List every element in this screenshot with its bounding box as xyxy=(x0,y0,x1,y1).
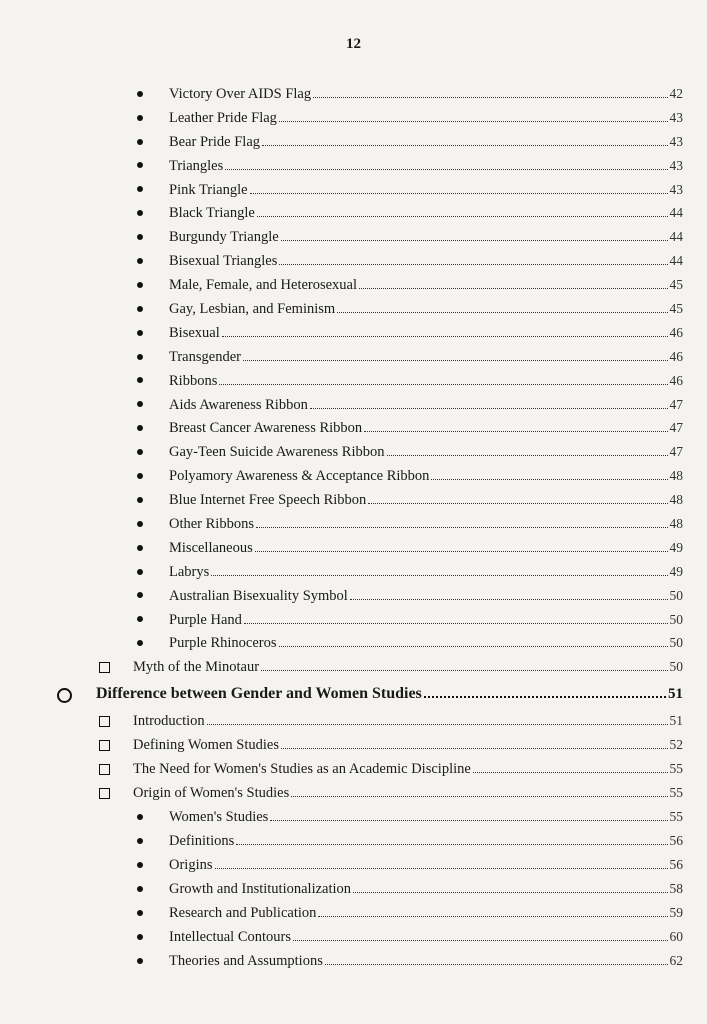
toc-entry-line xyxy=(133,757,683,781)
toc-entry xyxy=(0,512,707,536)
toc-entry-line xyxy=(169,488,683,512)
toc-entry-page: 50 xyxy=(669,635,683,651)
toc-entry-title: The Need for Women's Studies as an Academic Discipline xyxy=(133,761,471,778)
toc-entry-line xyxy=(169,949,683,973)
dot-leader xyxy=(473,758,668,773)
toc-entry-title: Pink Triangle xyxy=(169,181,248,198)
toc-entry xyxy=(0,536,707,560)
toc-entry-title: Introduction xyxy=(133,713,205,730)
toc-entry-page: 47 xyxy=(669,444,683,460)
bullet-icon xyxy=(132,464,148,488)
toc-entry-title: Gay, Lesbian, and Feminism xyxy=(169,301,336,318)
toc-entry-title: Male, Female, and Heterosexual xyxy=(169,277,358,294)
bullet-icon xyxy=(132,536,148,560)
toc-entry-title: Theories and Assumptions xyxy=(169,952,323,969)
dot-leader xyxy=(279,250,667,265)
toc-entry-page: 50 xyxy=(669,659,683,675)
bullet-icon xyxy=(132,297,148,321)
dot-leader xyxy=(325,950,668,965)
toc-entry-line xyxy=(169,536,683,560)
dot-leader xyxy=(431,465,667,480)
toc-entry-page: 58 xyxy=(669,881,683,897)
toc-entry-title: Polyamory Awareness & Acceptance Ribbon xyxy=(169,468,430,485)
toc-entry-title: Black Triangle xyxy=(169,205,255,222)
toc-entry-title: Blue Internet Free Speech Ribbon xyxy=(169,492,367,509)
toc-entry xyxy=(0,805,707,829)
circle-bullet-icon xyxy=(56,679,72,709)
dot-leader xyxy=(364,417,667,432)
toc-entry-page: 44 xyxy=(669,253,683,269)
toc-entry-line xyxy=(133,655,683,679)
toc-entry xyxy=(0,757,707,781)
toc-entry xyxy=(0,225,707,249)
toc-entry-line xyxy=(169,560,683,584)
bullet-icon xyxy=(132,877,148,901)
toc-entry xyxy=(0,201,707,225)
square-bullet-icon xyxy=(96,655,112,679)
toc-entry-page: 59 xyxy=(669,904,683,920)
bullet-icon xyxy=(132,512,148,536)
toc-entry-page: 55 xyxy=(669,761,683,777)
bullet-icon xyxy=(132,249,148,273)
bullet-icon xyxy=(132,829,148,853)
dot-leader xyxy=(211,561,667,576)
dot-leader xyxy=(279,107,668,122)
toc-entry-line xyxy=(169,805,683,829)
toc-entry xyxy=(0,393,707,417)
toc-entry xyxy=(0,321,707,345)
dot-leader xyxy=(293,926,667,941)
dot-leader xyxy=(359,274,667,289)
bullet-icon xyxy=(132,416,148,440)
toc-entry-title: Labrys xyxy=(169,563,210,580)
dot-leader xyxy=(318,902,667,917)
toc-entry-title: Growth and Institutionalization xyxy=(169,881,352,898)
toc-entry-title: Bisexual Triangles xyxy=(169,253,278,270)
toc-entry xyxy=(0,709,707,733)
dot-leader xyxy=(281,226,668,241)
bullet-icon xyxy=(132,106,148,130)
toc-entry-line xyxy=(169,901,683,925)
toc-entry-title: Defining Women Studies xyxy=(133,737,279,754)
toc-entry-title: Research and Publication xyxy=(169,904,317,921)
toc-entry-title: Women's Studies xyxy=(169,809,269,826)
toc-entry xyxy=(0,273,707,297)
bullet-icon xyxy=(132,82,148,106)
toc-entry-page: 43 xyxy=(669,157,683,173)
dot-leader xyxy=(350,585,668,600)
bullet-icon xyxy=(132,393,148,417)
toc-entry xyxy=(0,297,707,321)
toc-entry-title: Origins xyxy=(169,857,213,874)
toc-entry xyxy=(0,829,707,853)
toc-entry-line xyxy=(169,393,683,417)
toc-entry-page: 43 xyxy=(669,181,683,197)
toc-entry-line xyxy=(169,925,683,949)
toc-entry-page: 48 xyxy=(669,516,683,532)
dot-leader xyxy=(250,179,668,194)
square-bullet-icon xyxy=(96,733,112,757)
bullet-icon xyxy=(132,154,148,178)
bullet-icon xyxy=(132,345,148,369)
toc-entry xyxy=(0,369,707,393)
bullet-icon xyxy=(132,949,148,973)
toc-entry-title: Ribbons xyxy=(169,372,218,389)
dot-leader xyxy=(244,609,668,624)
bullet-icon xyxy=(132,225,148,249)
toc-entry-line xyxy=(133,781,683,805)
toc-entry xyxy=(0,608,707,632)
toc-entry-line xyxy=(169,416,683,440)
toc-entry-page: 46 xyxy=(669,372,683,388)
bullet-icon xyxy=(132,608,148,632)
bullet-icon xyxy=(132,584,148,608)
dot-leader xyxy=(243,346,668,361)
toc-entry-title: Bisexual xyxy=(169,324,220,341)
toc-entry xyxy=(0,464,707,488)
toc-entry xyxy=(0,345,707,369)
toc-entry xyxy=(0,901,707,925)
toc-entry-title: Purple Hand xyxy=(169,611,242,628)
dot-leader xyxy=(207,710,668,725)
toc-entry-title: Breast Cancer Awareness Ribbon xyxy=(169,420,363,437)
bullet-icon xyxy=(132,631,148,655)
toc-entry xyxy=(0,249,707,273)
bullet-icon xyxy=(132,560,148,584)
dot-leader xyxy=(368,489,667,504)
toc-entry-line xyxy=(169,369,683,393)
toc-entry-page: 42 xyxy=(669,86,683,101)
toc-entry xyxy=(0,781,707,805)
toc-entry-title: Triangles xyxy=(169,157,224,174)
toc-entry-line xyxy=(169,464,683,488)
toc-entry-line xyxy=(169,130,683,154)
bullet-icon xyxy=(132,488,148,512)
toc-entry xyxy=(0,853,707,877)
toc-entry xyxy=(0,488,707,512)
toc-entry-line xyxy=(169,440,683,464)
dot-leader xyxy=(225,155,667,170)
toc-entry-line xyxy=(169,608,683,632)
toc-entry-page: 56 xyxy=(669,857,683,873)
toc-entry-page: 48 xyxy=(669,492,683,508)
toc-entry-title: Definitions xyxy=(169,833,235,850)
toc-entry-line xyxy=(169,201,683,225)
dot-leader xyxy=(291,782,667,797)
toc-entry-page: 43 xyxy=(669,133,683,149)
dot-leader xyxy=(219,370,667,385)
dot-leader xyxy=(281,734,668,749)
toc-entry-title: Bear Pride Flag xyxy=(169,133,261,150)
bullet-icon xyxy=(132,901,148,925)
toc-entry-title: Australian Bisexuality Symbol xyxy=(169,587,348,604)
bullet-icon xyxy=(132,853,148,877)
toc-entry xyxy=(0,178,707,202)
toc-entry-page: 46 xyxy=(669,348,683,364)
bullet-icon xyxy=(132,321,148,345)
toc-entry-line xyxy=(169,273,683,297)
toc-entry-title: Intellectual Contours xyxy=(169,928,292,945)
dot-leader xyxy=(424,679,666,698)
bullet-icon xyxy=(132,925,148,949)
toc-entry-line xyxy=(133,733,683,757)
table-of-contents xyxy=(0,82,707,973)
square-bullet-icon xyxy=(96,709,112,733)
bullet-icon xyxy=(132,369,148,393)
toc-entry-page: 55 xyxy=(669,809,683,825)
toc-entry-title: Gay-Teen Suicide Awareness Ribbon xyxy=(169,444,385,461)
toc-entry xyxy=(0,679,707,709)
toc-entry-line xyxy=(169,82,683,106)
toc-entry-page: 60 xyxy=(669,928,683,944)
toc-entry xyxy=(0,560,707,584)
bullet-icon xyxy=(132,201,148,225)
toc-entry-page: 51 xyxy=(669,713,683,729)
toc-entry-line xyxy=(169,321,683,345)
toc-entry-title: Transgender xyxy=(169,348,241,365)
toc-entry xyxy=(0,631,707,655)
toc-entry-page: 51 xyxy=(668,686,683,703)
dot-leader xyxy=(215,854,668,869)
toc-entry-line xyxy=(169,829,683,853)
dot-leader xyxy=(262,131,667,146)
dot-leader xyxy=(279,632,668,647)
toc-entry-line xyxy=(169,154,683,178)
page-number: 12 xyxy=(346,36,361,52)
toc-entry xyxy=(0,440,707,464)
square-bullet-icon xyxy=(96,757,112,781)
toc-entry xyxy=(0,106,707,130)
bullet-icon xyxy=(132,178,148,202)
toc-entry-line xyxy=(169,584,683,608)
toc-entry-page: 44 xyxy=(669,229,683,245)
toc-entry-page: 47 xyxy=(669,396,683,412)
toc-entry-line xyxy=(169,631,683,655)
toc-entry xyxy=(0,416,707,440)
toc-entry-line xyxy=(169,249,683,273)
toc-entry-page: 62 xyxy=(669,952,683,968)
toc-entry-title: Purple Rhinoceros xyxy=(169,635,277,652)
dot-leader xyxy=(256,513,668,528)
dot-leader xyxy=(387,441,668,456)
toc-entry-page: 43 xyxy=(669,109,683,125)
bullet-icon xyxy=(132,273,148,297)
toc-entry-page: 50 xyxy=(669,611,683,627)
toc-entry xyxy=(0,154,707,178)
toc-entry-page: 46 xyxy=(669,324,683,340)
toc-entry xyxy=(0,877,707,901)
toc-entry-page: 44 xyxy=(669,205,683,221)
toc-entry xyxy=(0,655,707,679)
toc-entry-line xyxy=(169,106,683,130)
bullet-icon xyxy=(132,805,148,829)
toc-entry xyxy=(0,584,707,608)
dot-leader xyxy=(337,298,667,313)
toc-entry-line xyxy=(169,853,683,877)
toc-entry xyxy=(0,925,707,949)
toc-entry-page: 45 xyxy=(669,301,683,317)
toc-entry xyxy=(0,733,707,757)
toc-entry-page: 49 xyxy=(669,539,683,555)
bullet-icon xyxy=(132,440,148,464)
toc-entry-page: 49 xyxy=(669,563,683,579)
toc-entry xyxy=(0,949,707,973)
dot-leader xyxy=(255,537,668,552)
toc-entry-title: Miscellaneous xyxy=(169,539,253,556)
toc-entry-title: Other Ribbons xyxy=(169,516,254,533)
square-bullet-icon xyxy=(96,781,112,805)
toc-entry-line xyxy=(133,709,683,733)
dot-leader xyxy=(236,830,667,845)
toc-entry-page: 45 xyxy=(669,277,683,293)
toc-entry-line xyxy=(169,512,683,536)
toc-entry-page: 50 xyxy=(669,587,683,603)
dot-leader xyxy=(257,202,668,217)
dot-leader xyxy=(270,806,667,821)
toc-entry-line xyxy=(169,297,683,321)
dot-leader xyxy=(310,394,668,409)
toc-entry-line xyxy=(169,225,683,249)
toc-entry-line xyxy=(169,345,683,369)
toc-entry-page: 47 xyxy=(669,420,683,436)
toc-entry-line xyxy=(96,679,683,709)
toc-entry-title: Myth of the Minotaur xyxy=(133,659,260,676)
dot-leader xyxy=(353,878,667,893)
dot-leader xyxy=(261,656,667,671)
toc-entry xyxy=(0,82,707,106)
toc-entry-title: Difference between Gender and Women Studies xyxy=(96,685,422,703)
toc-entry-page: 52 xyxy=(669,737,683,753)
dot-leader xyxy=(313,83,667,98)
toc-entry-title: Burgundy Triangle xyxy=(169,229,279,246)
dot-leader xyxy=(222,322,668,337)
toc-entry-title: Aids Awareness Ribbon xyxy=(169,396,308,413)
bullet-icon xyxy=(132,130,148,154)
toc-entry-line xyxy=(169,178,683,202)
toc-entry-page: 55 xyxy=(669,785,683,801)
toc-entry-page: 48 xyxy=(669,468,683,484)
toc-entry-title: Origin of Women's Studies xyxy=(133,785,290,802)
toc-entry-title: Victory Over AIDS Flag xyxy=(169,86,312,102)
toc-entry-line xyxy=(169,877,683,901)
toc-entry xyxy=(0,130,707,154)
toc-entry-title: Leather Pride Flag xyxy=(169,109,277,126)
toc-entry-page: 56 xyxy=(669,833,683,849)
